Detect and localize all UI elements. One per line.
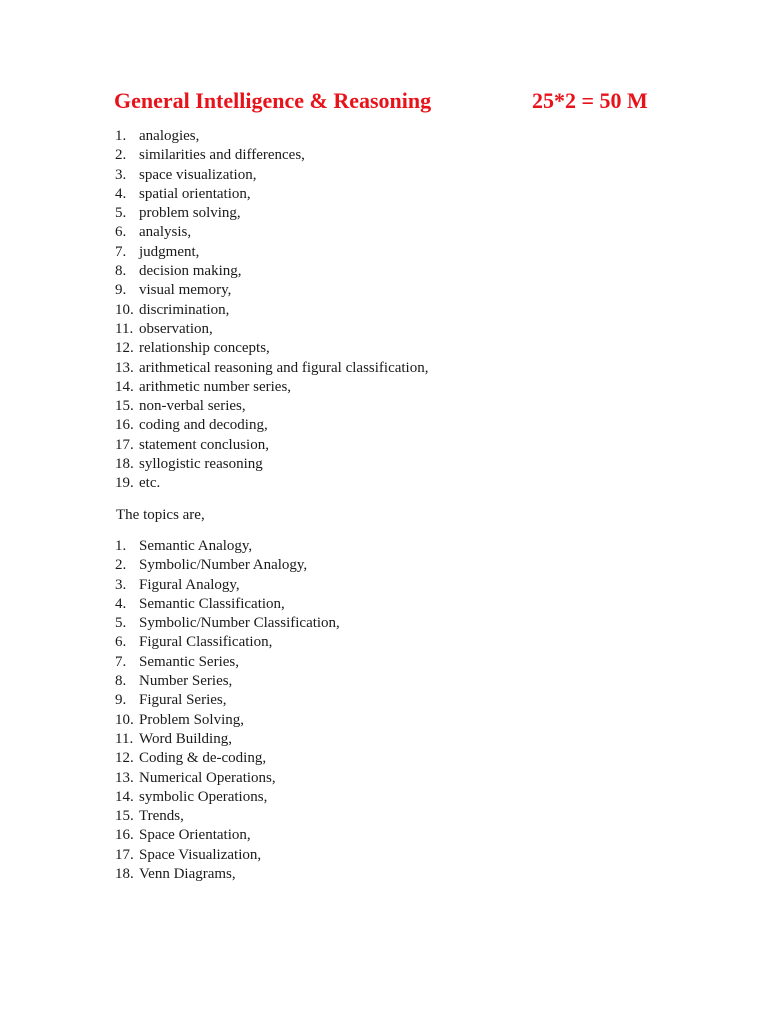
list-item-number: 10. [115,301,134,318]
list-item-number: 12. [115,340,134,357]
list-item-text: non-verbal series, [139,398,246,415]
list-item [115,281,428,300]
list-item-text: Figural Series, [139,692,227,709]
list-item-number: 4. [115,595,127,612]
list-item-number: 15. [115,808,134,825]
list-item-text: symbolic Operations, [139,788,268,805]
list-item [115,397,428,416]
list-item-number: 5. [115,615,127,632]
list-item [115,243,428,262]
list-item [115,865,340,884]
list-item [115,807,340,826]
topics-list [115,537,340,884]
list-item [115,672,340,691]
list-item-number: 2. [115,147,127,164]
list-item-number: 11. [115,320,134,337]
list-item-text: Venn Diagrams, [139,866,236,883]
list-item [115,749,340,768]
list-item-text: analysis, [139,224,192,241]
list-item-number: 4. [115,185,127,202]
list-item [115,788,340,807]
list-item-number: 17. [115,846,134,863]
list-item-number: 14. [115,788,134,805]
list-item-number: 15. [115,398,134,415]
list-item-text: judgment, [139,243,200,260]
list-item-text: decision making, [139,263,242,280]
list-item-number: 10. [115,711,134,728]
list-item [115,436,428,455]
list-item-number: 5. [115,205,127,222]
list-item-text: discrimination, [139,301,230,318]
list-item [115,826,340,845]
list-item [115,846,340,865]
list-item-text: observation, [139,320,213,337]
list-item-text: Coding & de-coding, [139,750,267,767]
list-item-text: space visualization, [139,166,257,183]
list-item-number: 18. [115,866,134,883]
list-item [115,455,428,474]
list-item-text: similarities and differences, [139,147,305,164]
list-item-text: Semantic Classification, [139,595,285,612]
list-item-text: Problem Solving, [139,711,245,728]
list-item-number: 16. [115,827,134,844]
list-item-number: 8. [115,263,127,280]
list-item-text: Trends, [139,808,184,825]
list-item-text: Space Visualization, [139,846,262,863]
list-item [115,595,340,614]
list-item [115,339,428,358]
list-item-text: visual memory, [139,282,232,299]
list-item [115,769,340,788]
list-item-number: 17. [115,436,134,453]
list-item [115,576,340,595]
list-item [115,185,428,204]
list-item [115,146,428,165]
list-item-text: Figural Analogy, [139,576,240,593]
list-item-number: 14. [115,378,134,395]
list-item-number: 9. [115,282,127,299]
list-item-number: 2. [115,557,127,574]
skills-list [115,127,428,494]
list-item-text: analogies, [139,128,200,144]
list-item-number: 3. [115,166,127,183]
list-item [115,711,340,730]
list-item-text: arithmetical reasoning and figural classification, [139,359,429,376]
list-item-text: relationship concepts, [139,340,270,357]
list-item [115,556,340,575]
list-item-text: statement conclusion, [139,436,269,453]
list-item-text: spatial orientation, [139,185,251,202]
list-item-number: 1. [115,538,127,554]
list-item-number: 1. [115,128,127,144]
list-item-text: Numerical Operations, [139,769,276,786]
list-item-text: Word Building, [139,730,232,747]
list-item [115,320,428,339]
list-item [115,614,340,633]
list-item-number: 16. [115,417,134,434]
list-item-number: 13. [115,769,134,786]
list-item-number: 18. [115,456,134,473]
list-item-number: 8. [115,673,127,690]
list-item-number: 13. [115,359,134,376]
list-item-text: Semantic Series, [139,653,239,670]
list-item [115,301,428,320]
list-item-number: 9. [115,692,127,709]
list-item [115,537,340,556]
list-item-number: 19. [115,475,134,492]
list-item-text: Symbolic/Number Analogy, [139,557,308,574]
list-item [115,416,428,435]
topics-intro: The topics are, [116,507,205,523]
section-marks: 25*2 = 50 M [532,88,648,113]
list-item [115,223,428,242]
list-item [115,653,340,672]
list-item-number: 7. [115,653,127,670]
list-item [115,633,340,652]
list-item-text: Semantic Analogy, [139,538,253,554]
list-item-number: 7. [115,243,127,260]
list-item [115,262,428,281]
list-item [115,127,428,146]
list-item [115,378,428,397]
list-item-text: syllogistic reasoning [139,456,263,473]
list-item-text: coding and decoding, [139,417,268,434]
list-item-number: 12. [115,750,134,767]
list-item-number: 3. [115,576,127,593]
list-item-text: arithmetic number series, [139,378,292,395]
list-item-text: Space Orientation, [139,827,251,844]
list-item-number: 6. [115,224,127,241]
list-item-number: 11. [115,730,134,747]
list-item-text: Symbolic/Number Classification, [139,615,340,632]
list-item [115,359,428,378]
list-item [115,474,428,493]
list-item [115,730,340,749]
list-item [115,166,428,185]
list-item-number: 6. [115,634,127,651]
list-item-text: Figural Classification, [139,634,273,651]
list-item [115,691,340,710]
list-item [115,204,428,223]
section-heading [114,86,674,116]
list-item-text: etc. [139,475,161,492]
section-title: General Intelligence & Reasoning [114,88,432,113]
list-item-text: problem solving, [139,205,241,222]
list-item-text: Number Series, [139,673,233,690]
